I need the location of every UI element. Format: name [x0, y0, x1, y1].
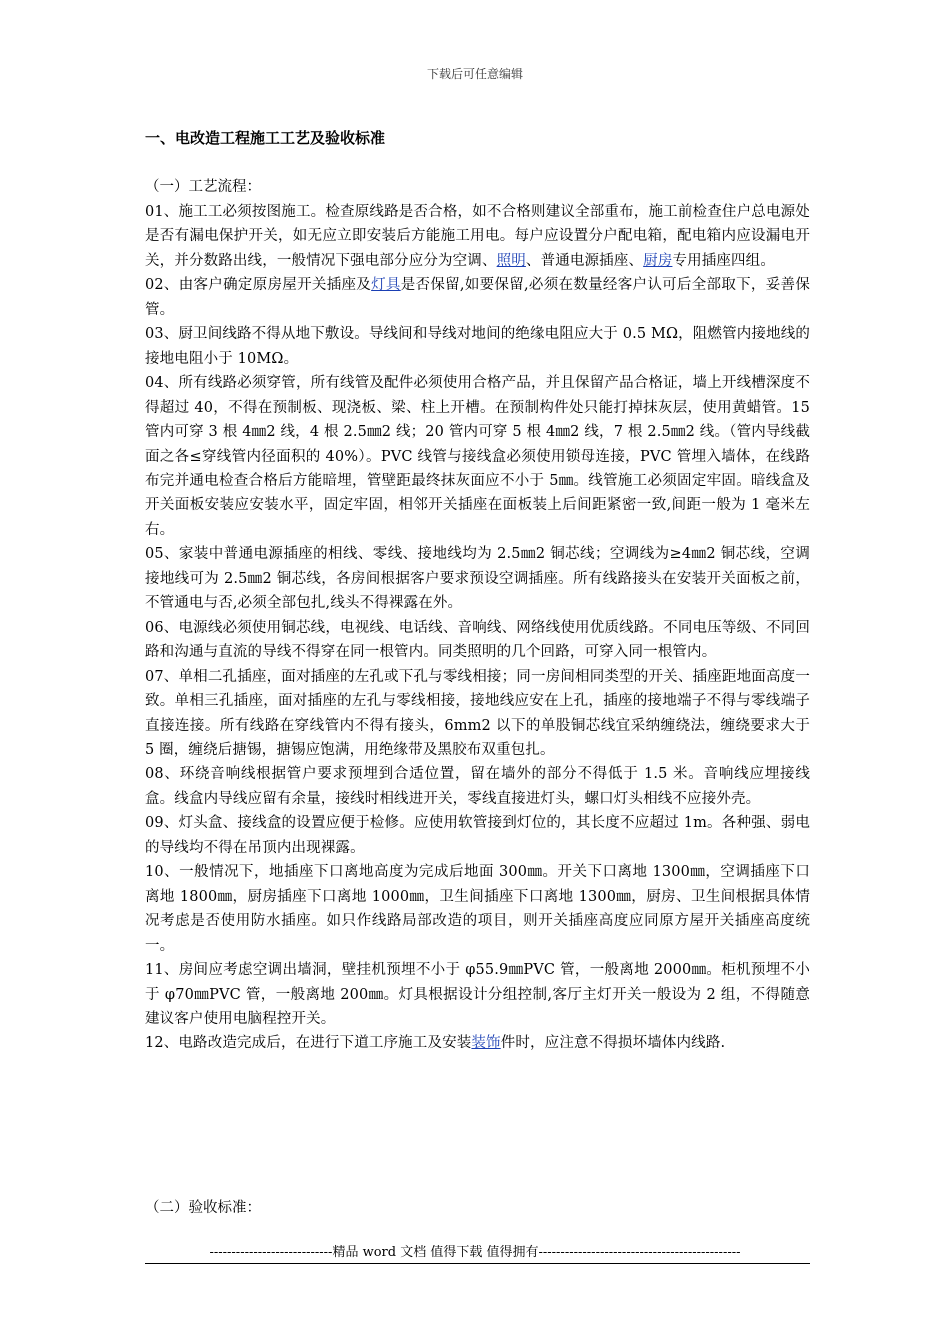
paragraph-10: 10、一般情况下，地插座下口离地高度为完成后地面 300㎜。开关下口离地 1300㎜，空调插座下口离地 1800㎜，厨房插座下口离地 1000㎜，卫生间插座下口离地 1300㎜，厨房、卫生间根据具体情况考虑是否使用防水插座。如只作线路局部改造的项目，则开关插座高度应同原方屋开关插座高度统一。	[145, 864, 810, 954]
section-heading-process: （一）工艺流程：	[145, 179, 261, 195]
paragraph-12	[145, 1031, 810, 1055]
process-paragraphs	[145, 200, 810, 1056]
paragraph-04: 04、所有线路必须穿管，所有线管及配件必须使用合格产品，并且保留产品合格证，墙上开线槽深度不得超过 40，不得在预制板、现浇板、梁、柱上开槽。在预制构件处只能打掉抹灰层，使用黄蜡管。15 管内可穿 3 根 4㎜2 线，4 根 2.5㎜2 线；20 管内可穿 5 根 4㎜2 线，7 根 2.5㎜2 线。（管内导线截面之各≤穿线管内径面积的 40%）。PVC 线管与接线盒必须使用锁母连接，PVC 管埋入墙体，在线路布完并通电检查合格后方能暗埋，管壁距最终抹灰面应不小于 5㎜。线管施工必须固定牢固。暗线盒及开关面板安装应安装水平，固定牢固，相邻开关插座在面板装上后间距紧密一致,间距一般为 1 毫米左右。	[145, 375, 810, 538]
link-kitchen[interactable]: 厨房	[643, 252, 673, 269]
paragraph-07: 07、单相二孔插座，面对插座的左孔或下孔与零线相接；同一房间相同类型的开关、插座距地面高度一致。单相三孔插座，面对插座的左孔与零线相接，接地线应安在上孔，插座的接地端子不得与零线端子直接连接。所有线路在穿线管内不得有接头，6mm2 以下的单股铜芯线宜采纳缠绕法，缠绕要求大于 5 圈，缠绕后搪锡，搪锡应饱满，用绝缘带及黑胶布双重包扎。	[145, 668, 810, 758]
paragraph-06: 06、电源线必须使用铜芯线，电视线、电话线、音响线、网络线使用优质线路。不同电压等级、不同回路和沟通与直流的导线不得穿在同一根管内。同类照明的几个回路，可穿入同一根管内。	[145, 619, 810, 661]
paragraph-02-text-2: 是否保留,如要保留,必须在数量经客户认可后全部取下，妥善保管。	[145, 277, 810, 318]
header-note: 下载后可任意编辑	[426, 67, 523, 81]
paragraph-02	[145, 273, 810, 322]
paragraph-01-text: 01、施工工必须按图施工。检查原线路是否合格，如不合格则建议全部重布，施工前检查住户总电源处是否有漏电保护开关，如无应立即安装后方能施工用电。每户应设置分户配电箱，配电箱内应设漏电开关，并分数路出线，一般情况下强电部分应分为空调、	[145, 204, 810, 269]
paragraph-02-text: 02、由客户确定原房屋开关插座及	[145, 277, 372, 294]
link-lighting[interactable]: 照明	[496, 252, 526, 269]
footer-banner: ----------------------------精品 word 文档 值得下载 值得拥有----------------------------------------------	[209, 1245, 741, 1260]
document-title: 一、电改造工程施工工艺及验收标准	[145, 129, 386, 147]
paragraph-12-text-2: 件时，应注意不得损坏墙体内线路.	[500, 1035, 726, 1052]
paragraph-08: 08、环绕音响线根据管户要求预埋到合适位置，留在墙外的部分不得低于 1.5 米。音响线应埋接线盒。线盒内导线应留有余量，接线时相线进开关，零线直接进灯头，螺口灯头相线不应接外壳。	[145, 766, 810, 807]
footer-divider	[145, 1263, 810, 1264]
paragraph-03: 03、厨卫间线路不得从地下敷设。导线间和导线对地间的绝缘电阻应大于 0.5 MΩ，阻燃管内接地线的接地电阻小于 10MΩ。	[145, 326, 810, 367]
paragraph-01	[145, 200, 810, 273]
paragraph-01-text-3: 专用插座四组。	[672, 252, 775, 269]
link-decoration[interactable]: 装饰	[471, 1035, 501, 1052]
section-heading-acceptance: （二）验收标准：	[145, 1200, 261, 1216]
paragraph-09: 09、灯头盒、接线盒的设置应便于检修。应使用软管接到灯位的，其长度不应超过 1m。各种强、弱电的导线均不得在吊顶内出现裸露。	[145, 815, 810, 856]
paragraph-01-text-2: 、普通电源插座、	[525, 252, 644, 269]
paragraph-12-text: 12、电路改造完成后，在进行下道工序施工及安装	[145, 1035, 472, 1052]
paragraph-05: 05、家装中普通电源插座的相线、零线、接地线均为 2.5㎜2 铜芯线；空调线为≥4㎜2 铜芯线，空调接地线可为 2.5㎜2 铜芯线，各房间根据客户要求预设空调插座。所有线路接头在安装开关面板之前，不管通电与否,必须全部包扎,线头不得裸露在外。	[145, 546, 810, 612]
paragraph-11: 11、房间应考虑空调出墙洞，壁挂机预埋不小于 φ55.9㎜PVC 管，一般离地 2000㎜。柜机预埋不小于 φ70㎜PVC 管，一般离地 200㎜。灯具根据设计分组控制,客厅主灯开关一般设为 2 组，不得随意建议客户使用电脑程控开关。	[145, 962, 810, 1027]
link-lamps[interactable]: 灯具	[371, 277, 401, 294]
